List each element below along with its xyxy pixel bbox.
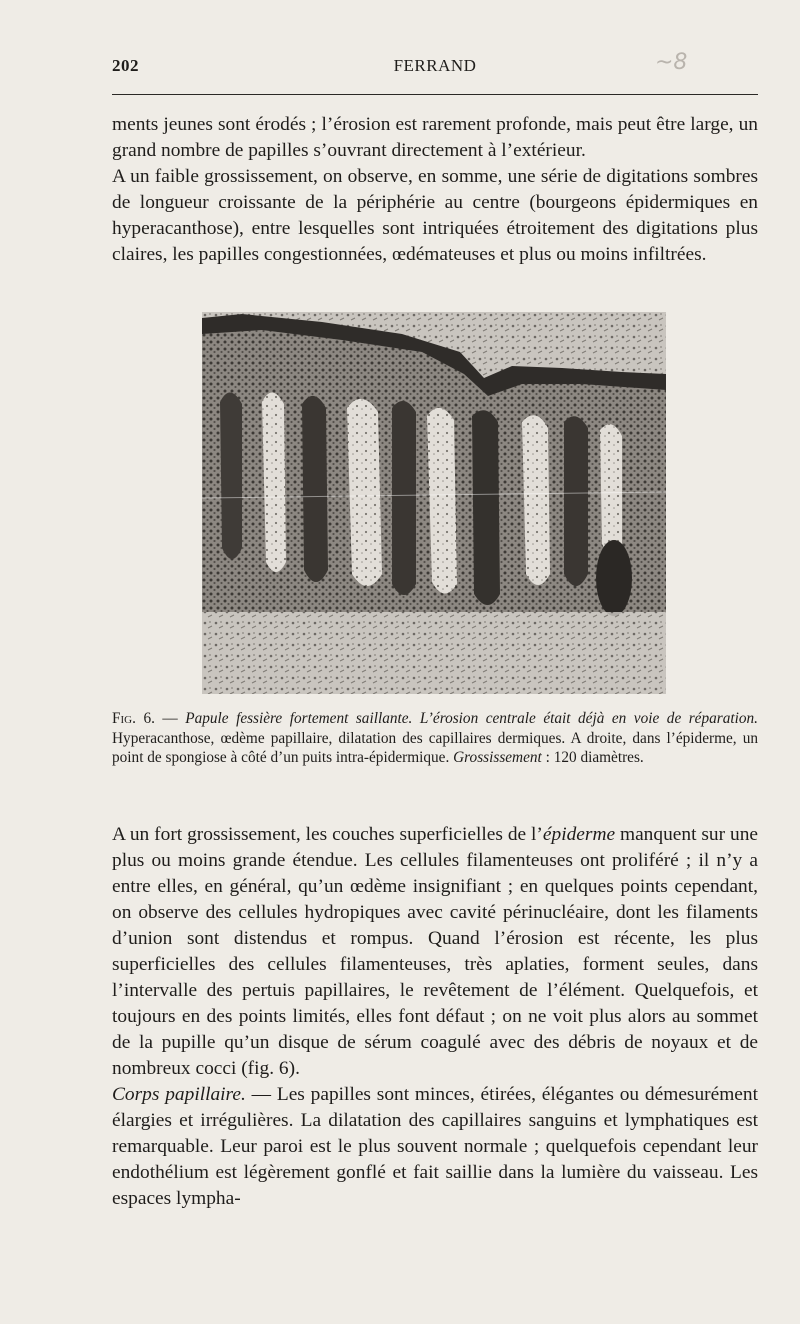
page-number: 202 — [112, 56, 139, 75]
p3-before: A un fort grossissement, les couches superficielles de l’ — [112, 824, 543, 845]
p4-after: — Les papilles sont minces, étirées, élégantes ou démesurément élargies et irrégulières. La dilatation des capillaires sanguins et lymphatiques est remarquable. Leur paroi est le plus souvent normale ; quelquefois cependant leur endothélium est légèrement gonflé et fait saillie dans la lumière du vaisseau. Les espaces lympha- — [112, 1084, 758, 1209]
figure-6-micrograph — [202, 312, 666, 694]
text-block-bottom — [112, 822, 758, 1212]
term-corps-papillaire: Corps papillaire. — [112, 1084, 246, 1105]
figure-caption-text-1: Hyperacanthose, œdème papillaire, dilatation des capillaires dermiques. A droite, dans l’épiderme, un point de spongiose à côté d’un puits intra-épidermique. — [112, 729, 758, 766]
figure-title: Papule fessière fortement saillante. L’érosion centrale était déjà en voie de réparation. — [185, 710, 758, 727]
paragraph-continuation: ments jeunes sont érodés ; l’érosion est rarement profonde, mais peut être large, un grand nombre de papilles s’ouvrant directement à l’extérieur. — [112, 114, 758, 161]
figure-caption-text-2: : 120 diamètres. — [541, 749, 644, 766]
figure-label: Fig. 6. — [112, 710, 155, 727]
magnification-label: Grossissement — [453, 749, 542, 766]
paragraph-low-magnification: A un faible grossissement, on observe, en somme, une série de digitations sombres de longueur croissante de la périphérie au centre (bourgeons épidermiques en hyperacanthose), entre lesquelles sont intriquées étroitement des digitations plus claires, les papilles congestionnées, œdémateuses et plus ou moins infiltrées. — [112, 166, 758, 265]
p3-after: manquent sur une plus ou moins grande étendue. Les cellules filamenteuses ont proliféré ; il n’y a entre elles, en général, qu’un œdème insignifiant ; en quelques points cependant, on observe des cellules hydropiques avec cavité périnucléaire, dont les filaments d’union sont distendus et rompus. Quand l’érosion est récente, les plus superficielles des cellules filamenteuses, très aplaties, forment seules, dans l’intervalle des pertuis papillaires, le revêtement de l’élément. Quelquefois, et toujours en des points limités, elles font défaut ; on ne voit plus alors au sommet de la pupille qu’un disque de sérum coagulé avec des débris de noyaux et de nombreux cocci (fig. 6). — [112, 824, 759, 1079]
pencil-annotation: ~8 — [655, 50, 688, 75]
term-epiderme: épiderme — [542, 824, 616, 845]
micrograph-illustration — [202, 312, 666, 694]
paragraph-corps-papillaire — [112, 1082, 758, 1212]
figure-caption: Fig. 6. — Papule fessière fortement saillante. L’érosion centrale était déjà en voie de réparation. Hyperacanthose, œdème papillaire, dilatation des capillaires dermiques. A droite, dans l’épiderme, un point de spongiose à côté d’un puits intra-épidermique. Grossissement : 120 diamètres. — [112, 710, 758, 766]
text-block-top — [112, 112, 758, 268]
running-title: FERRAND — [393, 56, 477, 75]
header-rule — [112, 94, 758, 95]
paragraph-high-magnification — [112, 822, 758, 1082]
